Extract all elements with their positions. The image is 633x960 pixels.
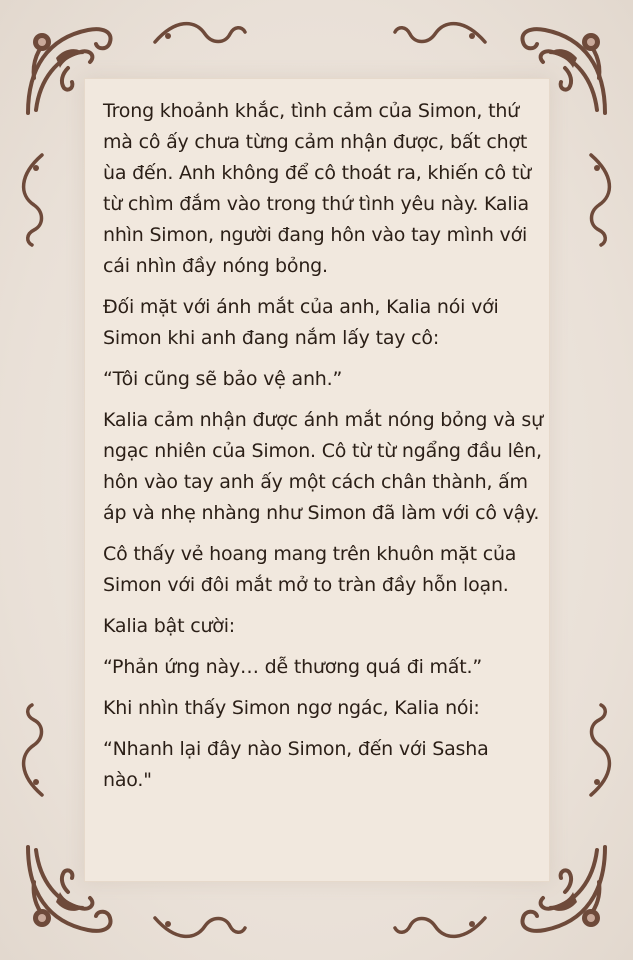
dialogue-line: “Tôi cũng sẽ bảo vệ anh.”: [103, 368, 343, 390]
flourish-icon: [14, 150, 54, 250]
flourish-icon: [390, 906, 490, 946]
flourish-icon: [14, 700, 54, 800]
dialogue-line: “Phản ứng này… dễ thương quá đi mất.”: [103, 656, 482, 678]
flourish-icon: [150, 14, 250, 54]
flourish-icon: [390, 14, 490, 54]
flourish-icon: [579, 700, 619, 800]
paragraph: Cô thấy vẻ hoang mang trên khuôn mặt của Simon với đôi mắt mở to tràn đầy hỗn loạn.: [103, 543, 517, 596]
corner-ornament-icon: [18, 837, 123, 942]
flourish-icon: [150, 906, 250, 946]
paragraph: Khi nhìn thấy Simon ngơ ngác, Kalia nói:: [103, 697, 480, 719]
flourish-icon: [579, 150, 619, 250]
story-text: [103, 96, 543, 806]
paragraph: Kalia cảm nhận được ánh mắt nóng bỏng và sự ngạc nhiên của Simon. Cô từ từ ngẩng đầu lên, hôn vào tay anh ấy một cách chân thành, ấm áp và nhẹ nhàng như Simon đã làm với cô vậy.: [103, 409, 543, 524]
paragraph: Kalia bật cười:: [103, 615, 235, 637]
corner-ornament-icon: [510, 837, 615, 942]
paragraph: Trong khoảnh khắc, tình cảm của Simon, thứ mà cô ấy chưa từng cảm nhận được, bất chợt ùa đến. Anh không để cô thoát ra, khiến cô từ từ chìm đắm vào trong thứ tình yêu này. Kalia nhìn Simon, người đang hôn vào tay mình với cái nhìn đầy nóng bỏng.: [103, 100, 531, 277]
paragraph: Đối mặt với ánh mắt của anh, Kalia nói với Simon khi anh đang nắm lấy tay cô:: [103, 296, 499, 349]
dialogue-line: “Nhanh lại đây nào Simon, đến với Sasha nào.": [103, 738, 489, 791]
